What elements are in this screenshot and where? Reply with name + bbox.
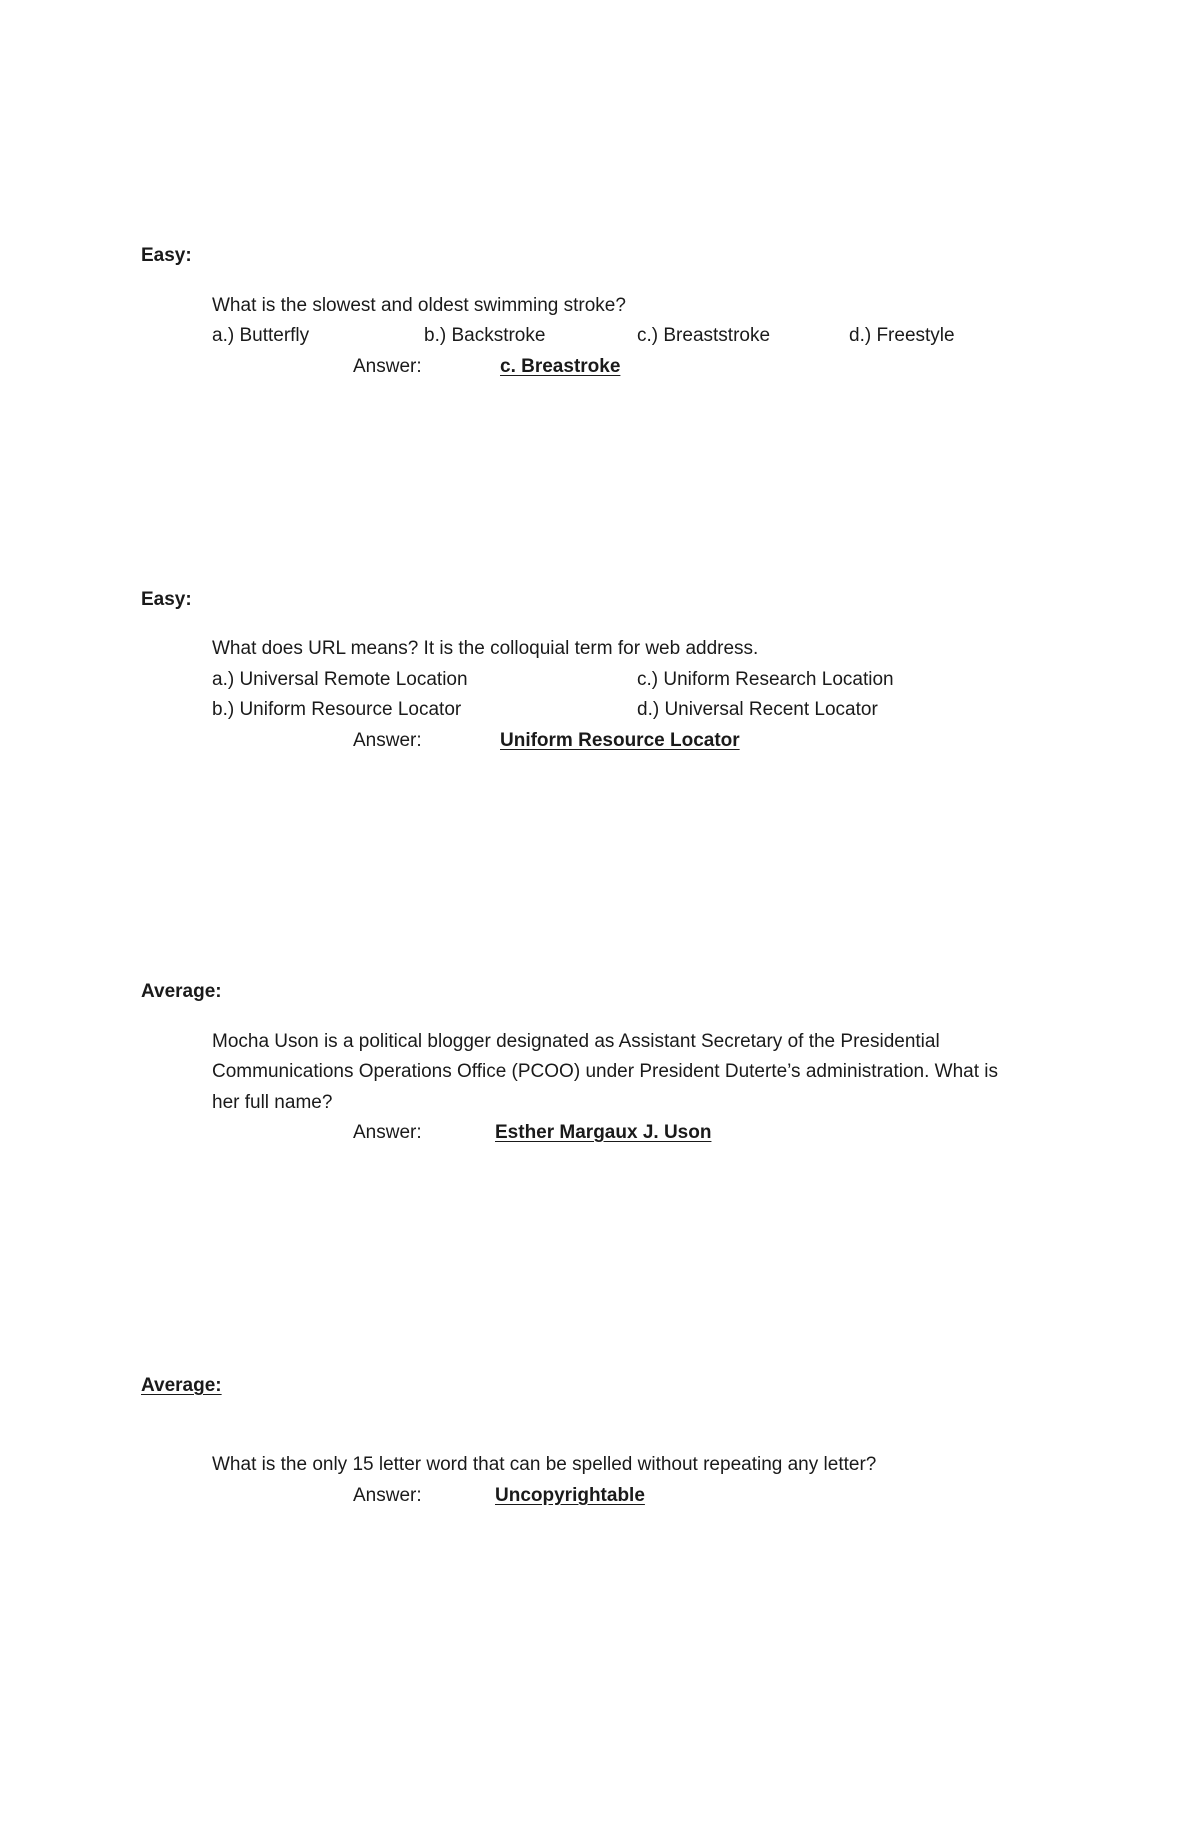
- question-line-3: her full name?: [212, 1092, 333, 1113]
- answer-value: c. Breastroke: [500, 356, 621, 377]
- option-a: a.) Universal Remote Location: [212, 669, 468, 690]
- option-d: d.) Freestyle: [849, 325, 955, 346]
- difficulty-heading: Easy:: [141, 589, 192, 610]
- question-text: What is the slowest and oldest swimming stroke?: [212, 295, 626, 316]
- question-text: What is the only 15 letter word that can be spelled without repeating any letter?: [212, 1454, 877, 1475]
- difficulty-heading: Easy:: [141, 245, 192, 266]
- answer-value: Uncopyrightable: [495, 1485, 645, 1506]
- question-line-2: Communications Operations Office (PCOO) under President Duterte’s administration. What is: [212, 1061, 999, 1082]
- option-a: a.) Butterfly: [212, 325, 310, 346]
- option-c: c.) Breaststroke: [637, 325, 771, 346]
- option-d: d.) Universal Recent Locator: [637, 699, 878, 720]
- difficulty-heading: Average:: [141, 981, 222, 1002]
- answer-value: Esther Margaux J. Uson: [495, 1122, 712, 1143]
- question-line-1: Mocha Uson is a political blogger designated as Assistant Secretary of the Presidential: [212, 1031, 940, 1052]
- difficulty-heading: Average:: [141, 1375, 222, 1396]
- answer-label: Answer:: [353, 1122, 422, 1143]
- answer-label: Answer:: [353, 1485, 422, 1506]
- option-b: b.) Uniform Resource Locator: [212, 699, 462, 720]
- answer-label: Answer:: [353, 356, 422, 377]
- answer-value: Uniform Resource Locator: [500, 730, 740, 751]
- option-b: b.) Backstroke: [424, 325, 546, 346]
- answer-label: Answer:: [353, 730, 422, 751]
- option-c: c.) Uniform Research Location: [637, 669, 894, 690]
- question-text: What does URL means? It is the colloquial term for web address.: [212, 638, 759, 659]
